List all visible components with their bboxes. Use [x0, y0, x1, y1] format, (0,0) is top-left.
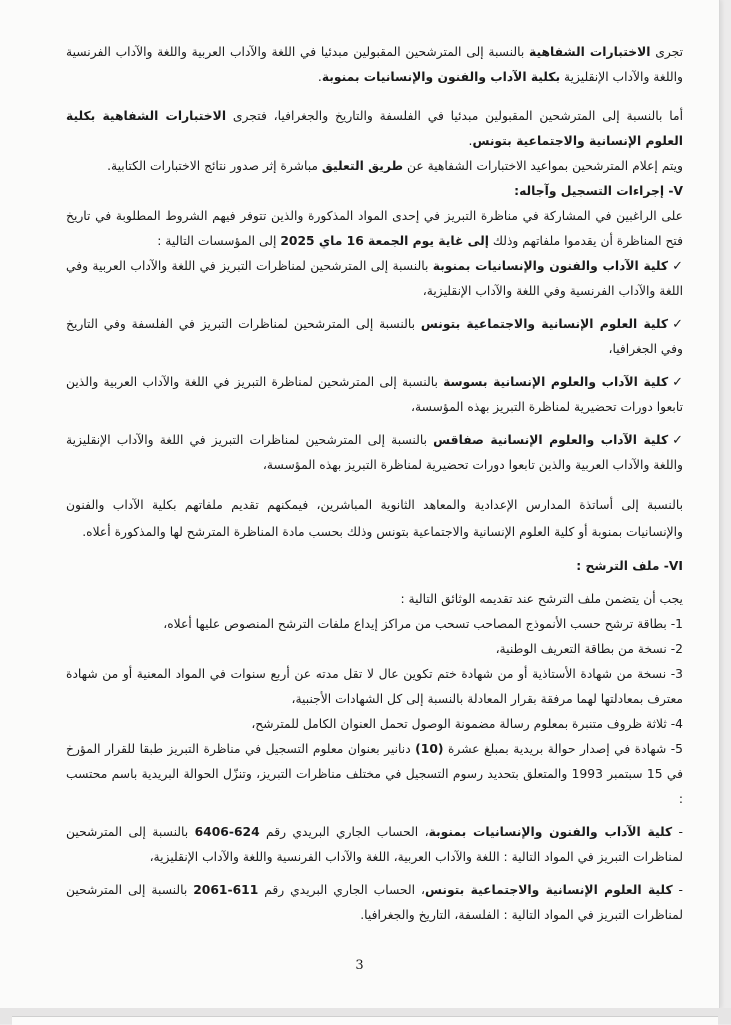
- text-run: على الراغبين في المشاركة في مناظرة التبريز في إحدى المواد المذكورة والذين تتوفر فيهم الشروط المطلوبة في تاريخ فتح المناظرة أن يقدموا ملفاتهم وذلك: [66, 209, 683, 248]
- paragraph-documents-intro: يجب أن يتضمن ملف الترشح عند تقديمه الوثائق التالية :: [400, 592, 683, 606]
- bold-text: 624-6406: [194, 825, 260, 839]
- check-icon: ✓: [672, 375, 683, 390]
- text-run: -: [672, 825, 683, 839]
- list-item: 1- بطاقة ترشح حسب الأنموذج المصاحب تسحب من مراكز إيداع ملفات الترشح المنصوص عليها أعلاه،: [163, 617, 683, 631]
- bold-text: كلية العلوم الإنسانية والاجتماعية بتونس: [420, 317, 669, 331]
- bold-text: كلية الآداب والفنون والإنسانيات بمنوبة: [428, 825, 673, 839]
- paragraph-teachers: بالنسبة إلى أساتذة المدارس الإعدادية والمعاهد الثانوية المباشرين، فيمكنهم تقديم ملفاتهم بكلية الآداب والفنون والإنسانيات بمنوبة أو كلية العلوم الإنسانية والاجتماعية بتونس وذلك بحسب مادة المناظرة المترشح لها والمذكورة أعلاه.: [66, 498, 683, 539]
- text-run: دنانير بعنوان معلوم التسجيل في مناظرة التبريز طبقا للقرار المؤرخ في 15 سبتمبر 1993 والمتعلق بتحديد رسوم التسجيل في مختلف مناظرات التبريز، وتنزّل الحوالة البريدية باسم محتسب :: [66, 742, 683, 806]
- text-run: بالنسبة إلى المترشحين لمناظرات التبريز في المواد التالية : اللغة والآداب العربية، اللغة والآداب الفرنسية واللغة والآداب الإنقليزية،: [66, 825, 683, 864]
- page-content: [66, 40, 683, 928]
- bold-text: كلية العلوم الإنسانية والاجتماعية بتونس: [424, 883, 673, 897]
- check-icon: ✓: [672, 259, 683, 274]
- text-run: بالنسبة إلى المترشحين لمناظرات التبريز في الفلسفة وفي التاريخ وفي الجغرافيا،: [66, 317, 683, 356]
- paragraph-oral-exams-manouba: [66, 40, 683, 90]
- text-run: .: [468, 134, 473, 148]
- bold-text: (10): [415, 742, 444, 756]
- text-run: أما بالنسبة إلى المترشحين المقبولين مبدئيا في الفلسفة والتاريخ والجغرافيا، فتجرى: [226, 109, 683, 123]
- account-manouba: [66, 820, 683, 870]
- bold-text: الاختبارات الشفاهية بكلية العلوم الإنسانية والاجتماعية بتونس: [66, 109, 683, 148]
- institutions-list: [66, 254, 683, 478]
- text-run: .: [317, 70, 322, 84]
- check-icon: ✓: [672, 433, 683, 448]
- text-run: ، الحساب الجاري البريدي رقم: [259, 825, 429, 839]
- bold-text: كلية الآداب والعلوم الإنسانية صفاقس: [433, 433, 669, 447]
- check-icon: ✓: [672, 317, 683, 332]
- text-run: -: [672, 883, 683, 897]
- section-heading-application-file: VI- ملف الترشح :: [576, 559, 683, 573]
- list-item: [66, 737, 683, 812]
- text-run: بالنسبة إلى المترشحين المقبولين مبدئيا في اللغة والآداب العربية واللغة والآداب الفرنسية واللغة والآداب الإنقليزية: [66, 45, 683, 84]
- bold-text: بكلية الآداب والفنون والإنسانيات بمنوبة: [321, 70, 561, 84]
- bold-text: كلية الآداب والفنون والإنسانيات بمنوبة: [432, 259, 669, 273]
- paragraph-notification: [66, 154, 683, 179]
- list-item: [66, 254, 683, 304]
- text-run: ، الحساب الجاري البريدي رقم: [258, 883, 425, 897]
- list-item: 2- نسخة من بطاقة التعريف الوطنية،: [495, 642, 683, 656]
- text-run: تجرى: [650, 45, 683, 59]
- account-tunis: [66, 878, 683, 928]
- section-heading-registration: V- إجراءات التسجيل وآجاله:: [514, 184, 683, 198]
- page-number: 3: [355, 958, 364, 973]
- list-item: 3- نسخة من شهادة الأستاذية أو من شهادة ختم تكوين عال لا تقل مدته عن أربع سنوات في المواد المعنية أو من شهادة معترف بمعادلتها لهما مرفقة بقرار المعادلة بالنسبة إلى كل الشهادات الأجنبية،: [66, 667, 683, 706]
- text-run: 5- شهادة في إصدار حوالة بريدية بمبلغ عشرة: [443, 742, 683, 756]
- text-run: بالنسبة إلى المترشحين لمناظرات التبريز في اللغة والآداب الإنقليزية واللغة والآداب العربية والذين تابعوا دورات تحضيرية لمناظرة التبريز بهذه المؤسسة،: [66, 433, 683, 472]
- text-run: إلى المؤسسات التالية :: [157, 234, 281, 248]
- bold-text: كلية الآداب والعلوم الإنسانية بسوسة: [443, 375, 669, 389]
- paragraph-registration: [66, 204, 683, 254]
- text-run: مباشرة إثر صدور نتائج الاختبارات الكتابية.: [107, 159, 322, 173]
- list-item: [66, 428, 683, 478]
- bold-text: 611-2061: [193, 883, 259, 897]
- bold-text: إلى غاية يوم الجمعة 16 ماي 2025: [280, 234, 489, 248]
- bold-text: الاختبارات الشفاهية: [529, 45, 651, 59]
- bold-text: طريق التعليق: [321, 159, 404, 173]
- text-run: بالنسبة إلى المترشحين لمناظرات التبريز في المواد التالية : الفلسفة، التاريخ والجغرافيا.: [66, 883, 683, 922]
- text-run: بالنسبة إلى المترشحين لمناظرات التبريز في اللغة والآداب العربية وفي اللغة والآداب الفرنسية وفي اللغة والآداب الإنقليزية،: [66, 259, 683, 298]
- list-item: [66, 312, 683, 362]
- list-item: [66, 370, 683, 420]
- text-run: ويتم إعلام المترشحين بمواعيد الاختبارات الشفاهية عن: [403, 159, 683, 173]
- text-run: بالنسبة إلى المترشحين لمناظرة التبريز في اللغة والآداب العربية والذين تابعوا دورات تحضيرية لمناظرة التبريز بهذه المؤسسة،: [66, 375, 683, 414]
- paragraph-oral-exams-tunis: [66, 104, 683, 154]
- list-item: 4- ثلاثة ظروف متنبرة بمعلوم رسالة مضمونة الوصول تحمل العنوان الكامل للمترشح،: [251, 717, 683, 731]
